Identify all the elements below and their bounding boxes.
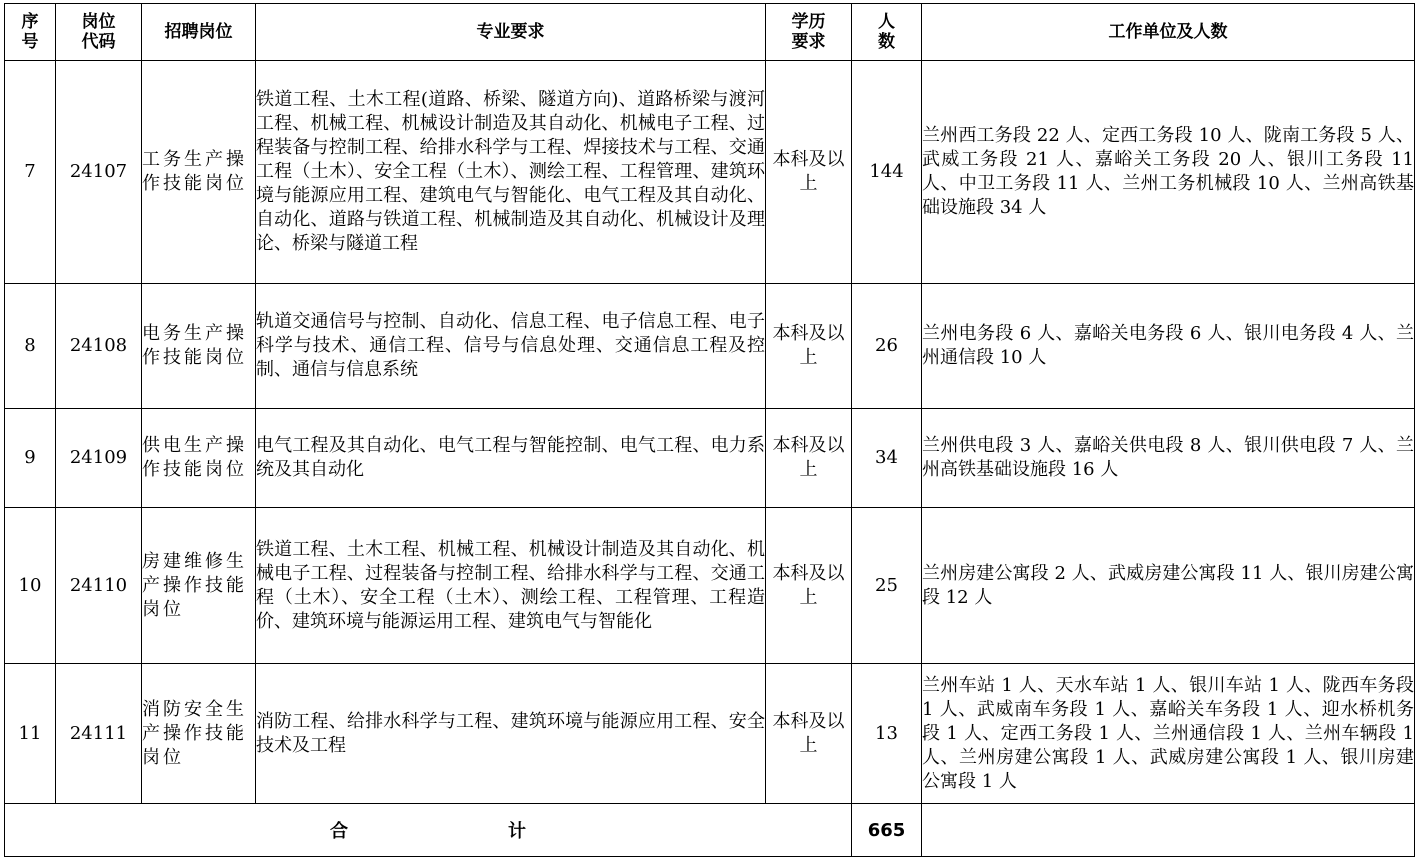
header-count: 人数 <box>852 4 922 61</box>
row-major: 铁道工程、土木工程、机械工程、机械设计制造及其自动化、机械电子工程、过程装备与控制工程、给排水科学与工程、交通工程（土木）、安全工程（土木）、测绘工程、工程管理、工程造价、建筑环境与能源运用工程、建筑电气与智能化 <box>256 508 766 664</box>
row-position-code: 24108 <box>56 284 142 409</box>
row-seq: 10 <box>5 508 56 664</box>
table-row <box>5 284 1415 409</box>
row-major: 铁道工程、土木工程(道路、桥梁、隧道方向)、道路桥梁与渡河工程、机械工程、机械设计制造及其自动化、机械电子工程、过程装备与控制工程、给排水科学与工程、焊接技术与工程、交通工程（土木）、安全工程（土木）、测绘工程、工程管理、建筑环境与能源应用工程、建筑电气与智能化、电气工程及其自动化、自动化、道路与铁道工程、机械制造及其自动化、机械设计及理论、桥梁与隧道工程 <box>256 61 766 284</box>
row-position-code: 24110 <box>56 508 142 664</box>
row-count: 25 <box>852 508 922 664</box>
row-position: 电务生产操作技能岗位 <box>142 284 256 409</box>
row-education: 本科及以上 <box>766 284 852 409</box>
total-label <box>5 804 852 857</box>
row-units: 兰州房建公寓段 2 人、武威房建公寓段 11 人、银川房建公寓段 12 人 <box>922 508 1415 664</box>
row-units: 兰州西工务段 22 人、定西工务段 10 人、陇南工务段 5 人、武威工务段 21 人、嘉峪关工务段 20 人、银川工务段 11 人、中卫工务段 11 人、兰州工务机械段 10 人、兰州高铁基础设施段 34 人 <box>922 61 1415 284</box>
header-education: 学历要求 <box>766 4 852 61</box>
row-seq: 9 <box>5 409 56 508</box>
row-count: 144 <box>852 61 922 284</box>
total-label-text: 合计 <box>330 821 686 842</box>
table-row <box>5 61 1415 284</box>
row-major: 轨道交通信号与控制、自动化、信息工程、电子信息工程、电子科学与技术、通信工程、信号与信息处理、交通信息工程及控制、通信与信息系统 <box>256 284 766 409</box>
header-position-code: 岗位代码 <box>56 4 142 61</box>
row-education: 本科及以上 <box>766 409 852 508</box>
row-count: 34 <box>852 409 922 508</box>
row-major: 消防工程、给排水科学与工程、建筑环境与能源应用工程、安全技术及工程 <box>256 664 766 804</box>
row-position: 消防安全生产操作技能岗位 <box>142 664 256 804</box>
header-units: 工作单位及人数 <box>922 4 1415 61</box>
table-row <box>5 664 1415 804</box>
row-seq: 8 <box>5 284 56 409</box>
table-row <box>5 409 1415 508</box>
row-seq: 11 <box>5 664 56 804</box>
row-count: 26 <box>852 284 922 409</box>
row-education: 本科及以上 <box>766 664 852 804</box>
table-row <box>5 508 1415 664</box>
row-position: 工务生产操作技能岗位 <box>142 61 256 284</box>
row-position-code: 24109 <box>56 409 142 508</box>
row-position: 供电生产操作技能岗位 <box>142 409 256 508</box>
row-position: 房建维修生产操作技能岗位 <box>142 508 256 664</box>
row-units: 兰州电务段 6 人、嘉峪关电务段 6 人、银川电务段 4 人、兰州通信段 10 人 <box>922 284 1415 409</box>
recruitment-table <box>4 3 1415 857</box>
row-education: 本科及以上 <box>766 61 852 284</box>
header-seq: 序号 <box>5 4 56 61</box>
header-major: 专业要求 <box>256 4 766 61</box>
row-count: 13 <box>852 664 922 804</box>
row-position-code: 24107 <box>56 61 142 284</box>
row-units: 兰州供电段 3 人、嘉峪关供电段 8 人、银川供电段 7 人、兰州高铁基础设施段 16 人 <box>922 409 1415 508</box>
row-seq: 7 <box>5 61 56 284</box>
row-position-code: 24111 <box>56 664 142 804</box>
row-major: 电气工程及其自动化、电气工程与智能控制、电气工程、电力系统及其自动化 <box>256 409 766 508</box>
total-count: 665 <box>852 804 922 857</box>
header-position: 招聘岗位 <box>142 4 256 61</box>
row-education: 本科及以上 <box>766 508 852 664</box>
table-header-row <box>5 4 1415 61</box>
row-units: 兰州车站 1 人、天水车站 1 人、银川车站 1 人、陇西车务段 1 人、武威南车务段 1 人、嘉峪关车务段 1 人、迎水桥机务段 1 人、定西工务段 1 人、兰州通信段 1 人、兰州车辆段 1 人、兰州房建公寓段 1 人、武威房建公寓段 1 人、银川房建公寓段 1 人 <box>922 664 1415 804</box>
total-units <box>922 804 1415 857</box>
total-row <box>5 804 1415 857</box>
